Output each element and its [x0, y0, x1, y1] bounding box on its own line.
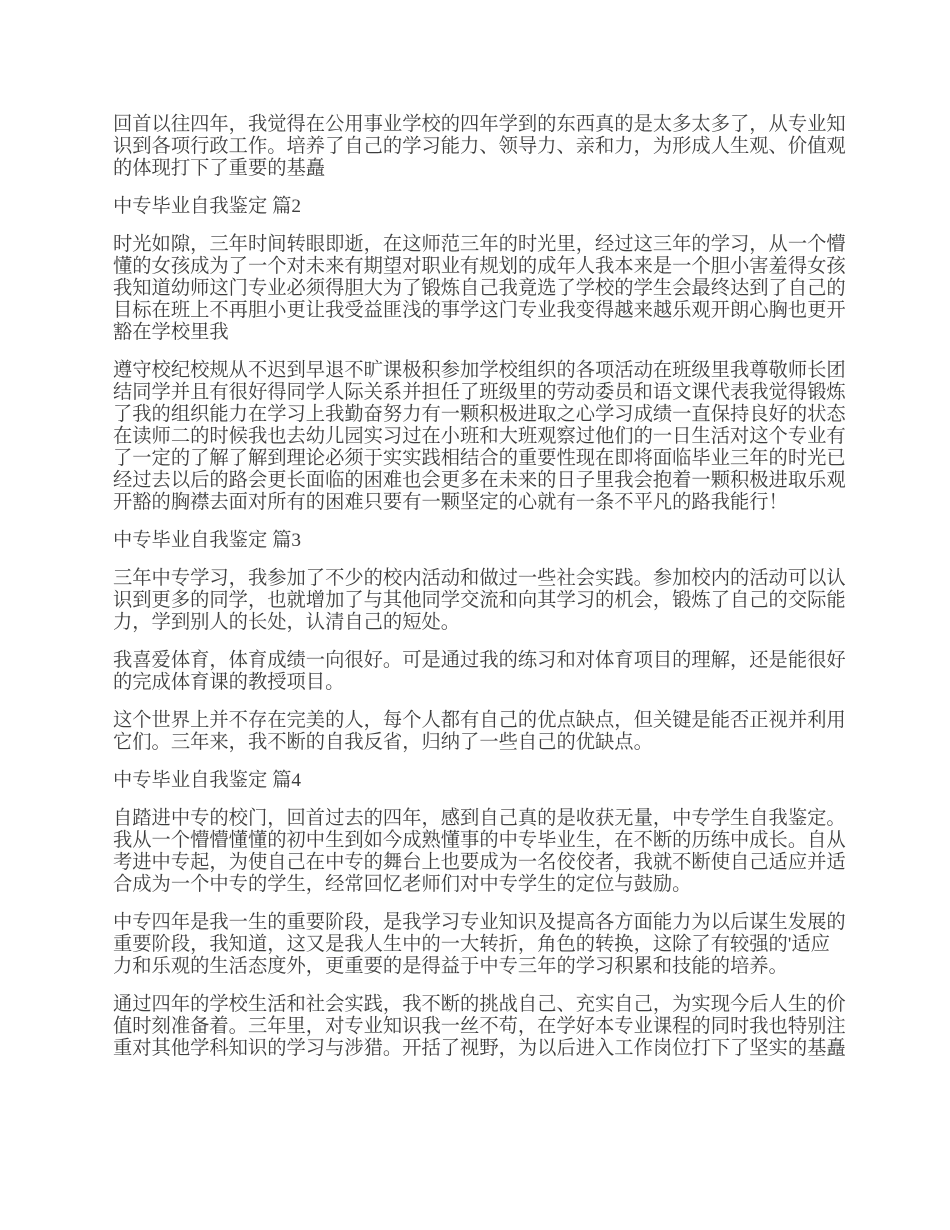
- paragraph-3c: 这个世界上并不存在完美的人，每个人都有自己的优点缺点，但关键是能否正视并利用它们。三年来，我不断的自我反省，归纳了一些自己的优缺点。: [113, 710, 846, 753]
- section-heading-3: 中专毕业自我鉴定 篇3: [113, 530, 301, 551]
- section-heading-2: 中专毕业自我鉴定 篇2: [113, 196, 301, 217]
- paragraph-4b: 中专四年是我一生的重要阶段，是我学习专业知识及提高各方面能力为以后谋生发展的重要阶段，我知道，这又是我人生中的一大转折，角色的转换，这除了有较强的'适应力和乐观的生活态度外，更重要的是得益于中专三年的学习积累和技能的培养。: [113, 912, 846, 977]
- paragraph-3a: 三年中专学习，我参加了不少的校内活动和做过一些社会实践。参加校内的活动可以认识到更多的同学，也就增加了与其他同学交流和向其学习的机会，锻炼了自己的交际能力，学到别人的长处，认清自己的短处。: [113, 568, 846, 633]
- paragraph-1: 回首以往四年，我觉得在公用事业学校的四年学到的东西真的是太多太多了，从专业知识到各项行政工作。培养了自己的学习能力、领导力、亲和力，为形成人生观、价值观的体现打下了重要的基矗: [113, 114, 846, 179]
- section-heading-4: 中专毕业自我鉴定 篇4: [113, 770, 301, 791]
- paragraph-2a: 时光如隙，三年时间转眼即逝，在这师范三年的时光里，经过这三年的学习，从一个懵懂的女孩成为了一个对未来有期望对职业有规划的成年人我本来是一个胆小害羞得女孩我知道幼师这门专业必须得胆大为了锻炼自己我竟选了学校的学生会最终达到了自己的目标在班上不再胆小更让我受益匪浅的事学这门专业我变得越来越乐观开朗心胸也更开豁在学校里我: [113, 234, 846, 343]
- paragraph-2b: 遵守校纪校规从不迟到早退不旷课极积参加学校组织的各项活动在班级里我尊敬师长团结同学并且有很好得同学人际关系并担任了班级里的劳动委员和语文课代表我觉得锻炼了我的组织能力在学习上我勤奋努力有一颗积极进取之心学习成绩一直保持良好的状态在读师二的时候我也去幼儿园实习过在小班和大班观察过他们的一日生活对这个专业有了一定的了解了解到理论必须于实实践相结合的重要性现在即将面临毕业三年的时光已经过去以后的路会更长面临的困难也会更多在未来的日子里我会抱着一颗积极进取乐观开豁的胸襟去面对所有的困难只要有一颗坚定的心就有一条不平凡的路我能行！: [113, 360, 846, 513]
- paragraph-3b: 我喜爱体育，体育成绩一向很好。可是通过我的练习和对体育项目的理解，还是能很好的完成体育课的教授项目。: [113, 650, 846, 693]
- paragraph-4c: 通过四年的学校生活和社会实践，我不断的挑战自己、充实自己，为实现今后人生的价值时刻准备着。三年里，对专业知识我一丝不苟，在学好本专业课程的同时我也特别注重对其他学科知识的学习与涉猎。开括了视野，为以后进入工作岗位打下了坚实的基矗: [113, 994, 846, 1059]
- paragraph-4a: 自踏进中专的校门，回首过去的四年，感到自己真的是收获无量，中专学生自我鉴定。我从一个懵懵懂懂的初中生到如今成熟懂事的中专毕业生，在不断的历练中成长。自从考进中专起，为使自己在中专的舞台上也要成为一名佼佼者，我就不断使自己适应并适合成为一个中专的学生，经常回忆老师们对中专学生的定位与鼓励。: [113, 808, 846, 895]
- document-body: [113, 114, 847, 1060]
